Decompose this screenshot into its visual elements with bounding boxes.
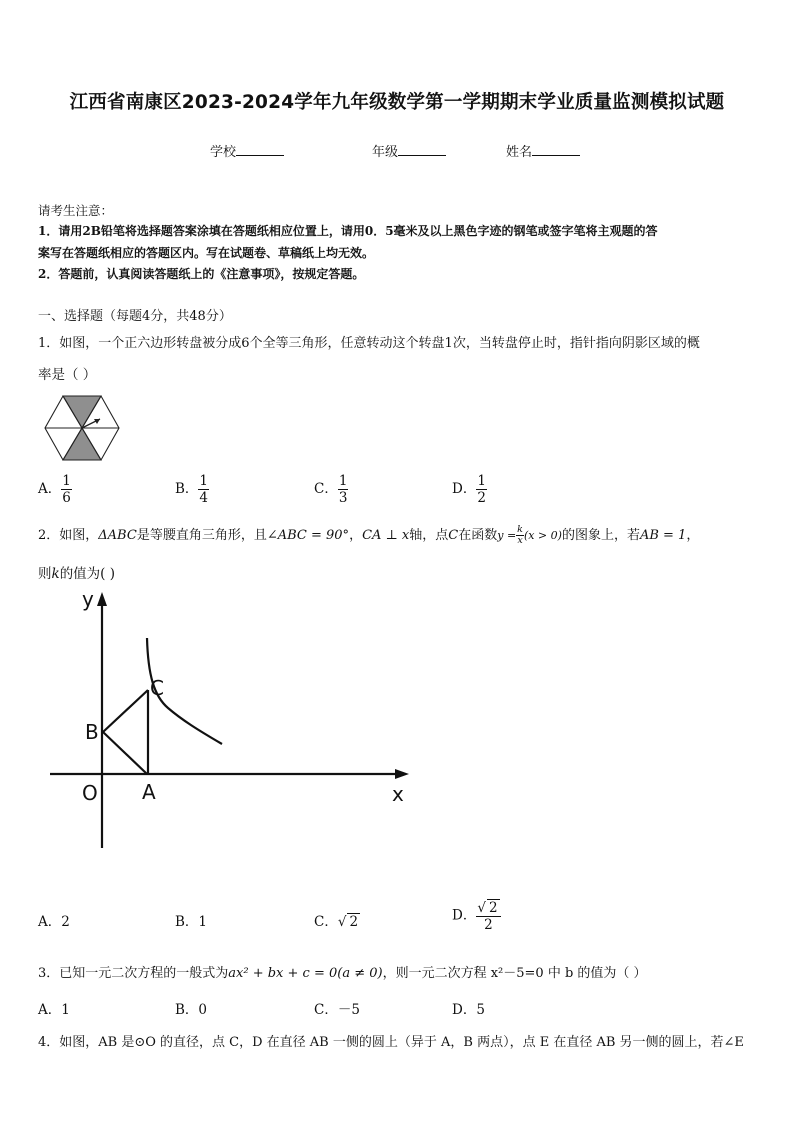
notice-heading: 请考生注意： (38, 203, 114, 218)
hexagon-spinner-figure (44, 395, 120, 461)
school-label: 学校 (210, 145, 237, 160)
q3-option-c[interactable]: C．－5 (314, 1002, 360, 1018)
point-a-label: A (142, 780, 156, 804)
q2-option-d[interactable]: D． $\frac{√ 2}{2}$ (452, 899, 501, 933)
name-label: 姓名 (506, 145, 533, 160)
q2-option-b[interactable]: B．1 (175, 914, 208, 930)
q1-option-c[interactable]: C． $\frac{1}{3}$ (314, 473, 348, 506)
page-title: 江西省南康区2023-2024学年九年级数学第一学期期末学业质量监测模拟试题 (69, 92, 725, 113)
notice-item2: 2．答题前，认真阅读答题纸上的《注意事项》，按规定答题。 (38, 267, 365, 281)
q3-option-a[interactable]: A．1 (38, 1002, 70, 1018)
notice-item1-line1: 1．请用2B铅笔将选择题答案涂填在答题纸相应位置上，请用0．5毫米及以上黑色字迹的钢笔或签字笔将主观题的答 (38, 224, 658, 238)
q2-line1: 2．如图，ΔABC是等腰直角三角形，且∠ABC = 90°，CA ⊥ x轴，点C在函数y = $\frac{k}{x}$ (x > 0)的图象上，若AB = 1， (38, 524, 700, 546)
q3-stem: 3．已知一元二次方程的一般式为ax² + bx + c = 0(a ≠ 0)，则一元二次方程 x²－5=0 中 b 的值为（ ） (38, 966, 647, 981)
y-axis-label: y (82, 587, 94, 611)
q4-line1: 4．如图，AB 是⊙O 的直径，点 C，D 在直径 AB 一侧的圆上（异于 A，B 两点），点 E 在直径 AB 另一侧的圆上，若∠E (38, 1035, 744, 1050)
point-c-label: C (150, 676, 164, 700)
q2-option-a[interactable]: A．2 (38, 914, 70, 930)
q2-line2: 则k的值为( ) (38, 566, 116, 582)
point-b-label: B (85, 720, 99, 744)
name-field (506, 141, 580, 160)
q2-option-c[interactable]: C．√ 2 (314, 914, 359, 930)
q1-option-d[interactable]: D． $\frac{1}{2}$ (452, 473, 486, 506)
school-field (210, 141, 284, 160)
q1-option-b[interactable]: B． $\frac{1}{4}$ (175, 473, 209, 506)
q2-graph-figure (40, 580, 420, 855)
grade-blank (398, 143, 446, 156)
x-axis-label: x (392, 782, 404, 806)
grade-label: 年级 (372, 145, 399, 160)
school-blank (236, 143, 284, 156)
q3-option-b[interactable]: B．0 (175, 1002, 208, 1018)
q3-option-d[interactable]: D．5 (452, 1002, 485, 1018)
section-heading: 一、选择题（每题4分，共48分） (38, 309, 232, 324)
origin-label: O (82, 781, 98, 805)
grade-field (372, 141, 446, 160)
q1-line2: 率是（ ） (38, 367, 97, 383)
segment-bc (103, 690, 148, 732)
name-blank (532, 143, 580, 156)
notice-item1-line2: 案写在答题纸相应的答题区内。写在试题卷、草稿纸上均无效。 (38, 246, 375, 260)
segment-ba (103, 732, 147, 774)
q1-option-a[interactable]: A． $\frac{1}{6}$ (38, 473, 71, 506)
q1-line1: 1．如图，一个正六边形转盘被分成6个全等三角形，任意转动这个转盘1次，当转盘停止时，指针指向阴影区域的概 (38, 336, 700, 351)
